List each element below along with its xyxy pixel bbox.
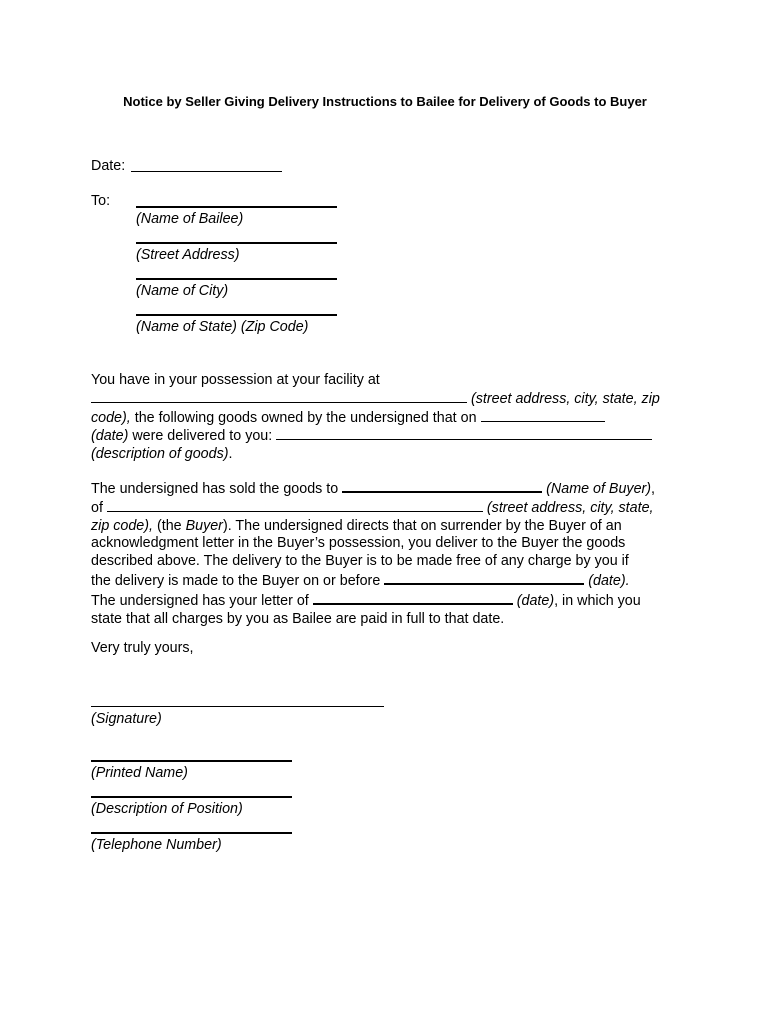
para2-line7-end: , in which you (554, 592, 641, 609)
buyer-address-blank[interactable] (107, 499, 483, 512)
para2-line8: state that all charges by you as Bailee are paid in full to that date. (91, 610, 505, 627)
para2-line7-text: The undersigned has your letter of (91, 592, 309, 609)
paragraph-sale (91, 479, 655, 628)
facility-address-caption-end: code), (91, 409, 131, 426)
bailee-name-blank[interactable] (136, 206, 337, 208)
date-blank[interactable] (131, 171, 282, 172)
signature-caption: (Signature) (91, 711, 162, 727)
telephone-caption: (Telephone Number) (91, 837, 222, 853)
position-caption: (Description of Position) (91, 801, 243, 817)
position-blank[interactable] (91, 796, 292, 798)
para2-line1-comma: , (651, 481, 656, 497)
facility-address-caption: (street address, city, state, zip (470, 390, 660, 407)
para2-line2-text: of (91, 499, 103, 516)
para1-period: . (228, 446, 233, 463)
street-address-blank[interactable] (136, 242, 337, 244)
signature-blank[interactable] (91, 706, 384, 707)
buyer-name-caption: (Name of Buyer) (546, 481, 652, 497)
state-zip-blank[interactable] (136, 314, 337, 316)
buyer-name-blank[interactable] (342, 479, 542, 493)
printed-name-blank[interactable] (91, 760, 292, 762)
delivery-date-caption: (date) (91, 428, 129, 445)
to-label: To: (91, 193, 111, 209)
closing: Very truly yours, (91, 640, 194, 656)
city-caption: (Name of City) (136, 283, 229, 299)
para2-line3-text2: ). The undersigned directs that on surrender by the Buyer of an (222, 517, 622, 534)
goods-description-blank[interactable] (276, 427, 652, 440)
para1-line3-text: the following goods owned by the undersigned that on (134, 409, 477, 426)
printed-name-caption: (Printed Name) (91, 765, 188, 781)
para2-line5: described above. The delivery to the Buyer is to be made free of any charge by you if (91, 553, 629, 570)
para2-line6-text: the delivery is made to the Buyer on or before (91, 572, 381, 589)
buyer-address-caption-end: zip code), (91, 517, 153, 534)
facility-address-blank[interactable] (91, 390, 467, 403)
buyer-address-caption: (street address, city, state, (486, 499, 654, 516)
delivery-date-blank[interactable] (481, 409, 605, 422)
deadline-date-caption: (date). (588, 572, 630, 589)
bailee-name-caption: (Name of Bailee) (136, 211, 244, 227)
street-address-caption: (Street Address) (136, 247, 240, 263)
deadline-date-blank[interactable] (384, 571, 584, 585)
para1-line1: You have in your possession at your facility at (91, 372, 380, 388)
letter-date-caption: (date) (516, 592, 555, 609)
document-title: Notice by Seller Giving Delivery Instructions to Bailee for Delivery of Goods to Buyer (123, 94, 647, 109)
city-blank[interactable] (136, 278, 337, 280)
goods-description-caption: (description of goods) (91, 446, 229, 463)
telephone-blank[interactable] (91, 832, 292, 834)
buyer-term: Buyer (185, 517, 223, 534)
state-zip-caption: (Name of State) (Zip Code) (136, 319, 309, 335)
para1-line4-text: were delivered to you: (132, 428, 273, 445)
date-label: Date: (91, 158, 126, 174)
para2-line4: acknowledgment letter in the Buyer’s possession, you deliver to the Buyer the goods (91, 535, 626, 552)
letter-date-blank[interactable] (313, 591, 513, 605)
para2-line1-text: The undersigned has sold the goods to (91, 481, 339, 497)
paragraph-possession (91, 372, 660, 464)
para2-line3-text1: (the (156, 517, 182, 534)
